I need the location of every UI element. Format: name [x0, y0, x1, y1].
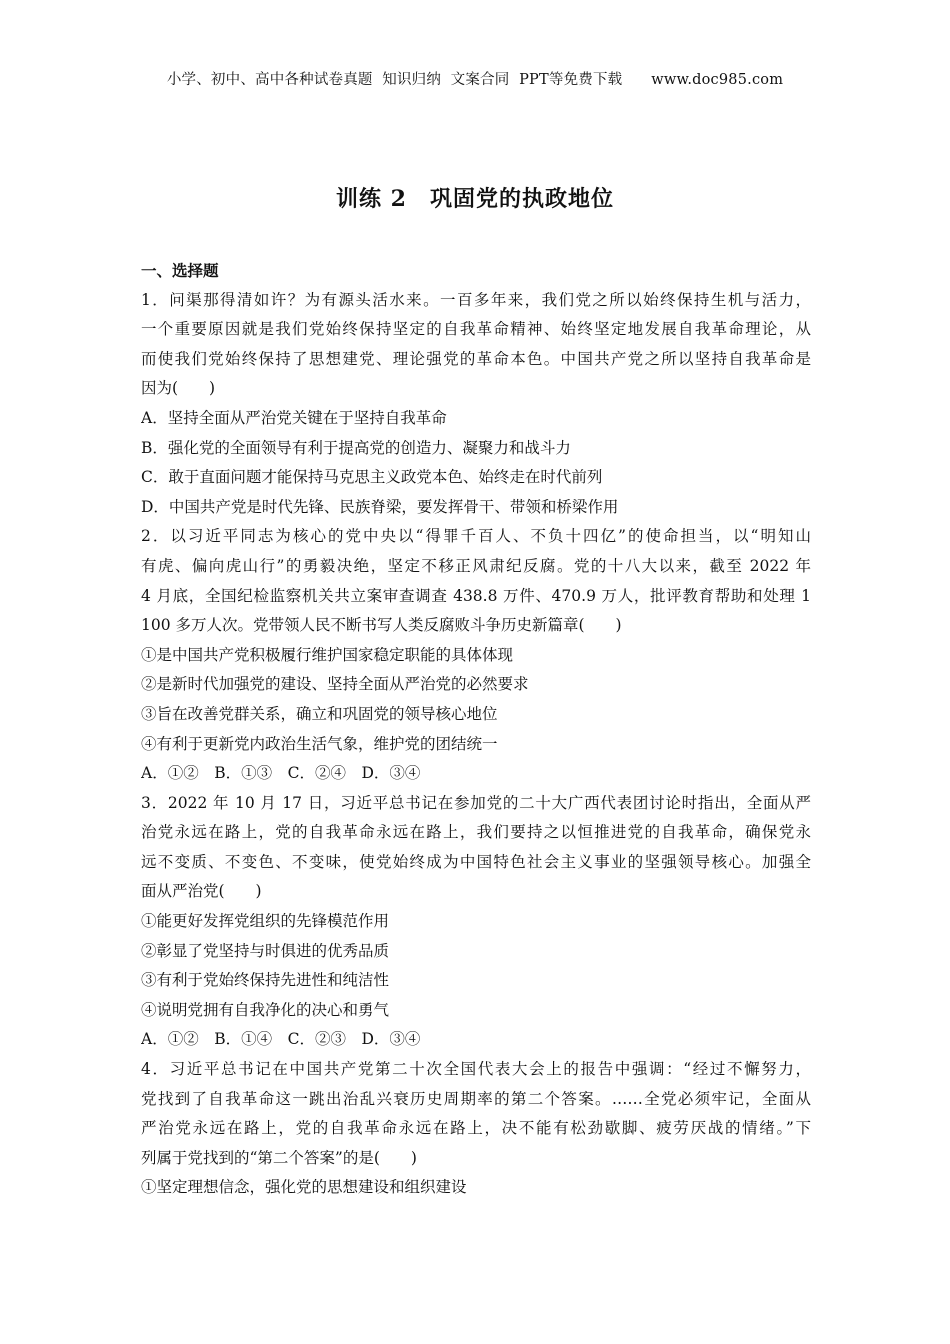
page-title: 训练 2 巩固党的执政地位: [336, 186, 614, 212]
statement-1: ①坚定理想信念，强化党的思想建设和组织建设: [141, 1178, 467, 1197]
question-stem-line: 4 月底，全国纪检监察机关共立案审查调查 438.8 万件、470.9 万人，批评教育帮助和处理 1: [141, 586, 811, 605]
section-heading: 一、选择题: [141, 261, 219, 280]
page-header: 小学、初中、高中各种试卷真题 知识归纳 文案合同 PPT等免费下载 www.doc985.com: [166, 72, 784, 88]
statement-3: ③有利于党始终保持先进性和纯洁性: [141, 971, 390, 990]
statement-4: ④说明党拥有自我净化的决心和勇气: [141, 1000, 390, 1019]
option-a: A．坚持全面从严治党关键在于坚持自我革命: [141, 408, 447, 427]
question-stem-line: 治党永远在路上，党的自我革命永远在路上，我们要持之以恒推进党的自我革命，确保党永: [141, 823, 811, 842]
question-stem-line: 面从严治党( ): [141, 882, 262, 901]
question-stem-line: 严治党永远在路上，党的自我革命永远在路上，决不能有松劲歇脚、疲劳厌战的情绪。”下: [141, 1119, 811, 1138]
statement-1: ①能更好发挥党组织的先锋模范作用: [141, 912, 390, 931]
question-stem-line: 而使我们党始终保持了思想建党、理论强党的革命本色。中国共产党之所以坚持自我革命是: [141, 349, 811, 368]
answer-choices: A．①② B．①④ C．②③ D．③④: [141, 1030, 421, 1049]
question-stem-line: 因为( ): [141, 379, 216, 398]
question-stem-line: 有虎、偏向虎山行”的勇毅决绝，坚定不移正风肃纪反腐。党的十八大以来，截至 2022 年: [141, 556, 811, 575]
statement-1: ①是中国共产党积极履行维护国家稳定职能的具体体现: [141, 645, 514, 664]
question-stem-line: 远不变质、不变色、不变味，使党始终成为中国特色社会主义事业的坚强领导核心。加强全: [141, 852, 811, 871]
answer-choices: A．①② B．①③ C．②④ D．③④: [141, 764, 421, 783]
question-stem-line: 列属于党找到的“第二个答案”的是( ): [141, 1148, 417, 1167]
question-stem-line: 100 多万人次。党带领人民不断书写人类反腐败斗争历史新篇章( ): [141, 616, 622, 635]
document-body: [141, 256, 811, 1203]
question-stem-line: 党找到了自我革命这一跳出治乱兴衰历史周期率的第二个答案。……全党必须牢记，全面从: [141, 1089, 811, 1108]
option-d: D．中国共产党是时代先锋、民族脊梁，要发挥骨干、带领和桥梁作用: [141, 497, 619, 516]
question-stem-line: 2．以习近平同志为核心的党中央以“得罪千百人、不负十四亿”的使命担当，以“明知山: [141, 527, 811, 546]
question-stem-line: 3．2022 年 10 月 17 日，习近平总书记在参加党的二十大广西代表团讨论时指出，全面从严: [141, 793, 811, 812]
question-stem-line: 1．问渠那得清如许？为有源头活水来。一百多年来，我们党之所以始终保持生机与活力，: [141, 290, 811, 309]
option-c: C．敢于直面问题才能保持马克思主义政党本色、始终走在时代前列: [141, 468, 603, 487]
question-2: [141, 522, 811, 788]
statement-3: ③旨在改善党群关系，确立和巩固党的领导核心地位: [141, 704, 498, 723]
statement-4: ④有利于更新党内政治生活气象，维护党的团结统一: [141, 734, 498, 753]
option-b: B．强化党的全面领导有利于提高党的创造力、凝聚力和战斗力: [141, 438, 571, 457]
question-stem-line: 4．习近平总书记在中国共产党第二十次全国代表大会上的报告中强调：“经过不懈努力，: [141, 1060, 811, 1079]
question-stem-line: 一个重要原因就是我们党始终保持坚定的自我革命精神、始终坚定地发展自我革命理论，从: [141, 320, 811, 339]
question-4: [141, 1055, 811, 1203]
question-3: [141, 789, 811, 1055]
statement-2: ②彰显了党坚持与时俱进的优秀品质: [141, 941, 390, 960]
question-1: [141, 286, 811, 523]
statement-2: ②是新时代加强党的建设、坚持全面从严治党的必然要求: [141, 675, 529, 694]
